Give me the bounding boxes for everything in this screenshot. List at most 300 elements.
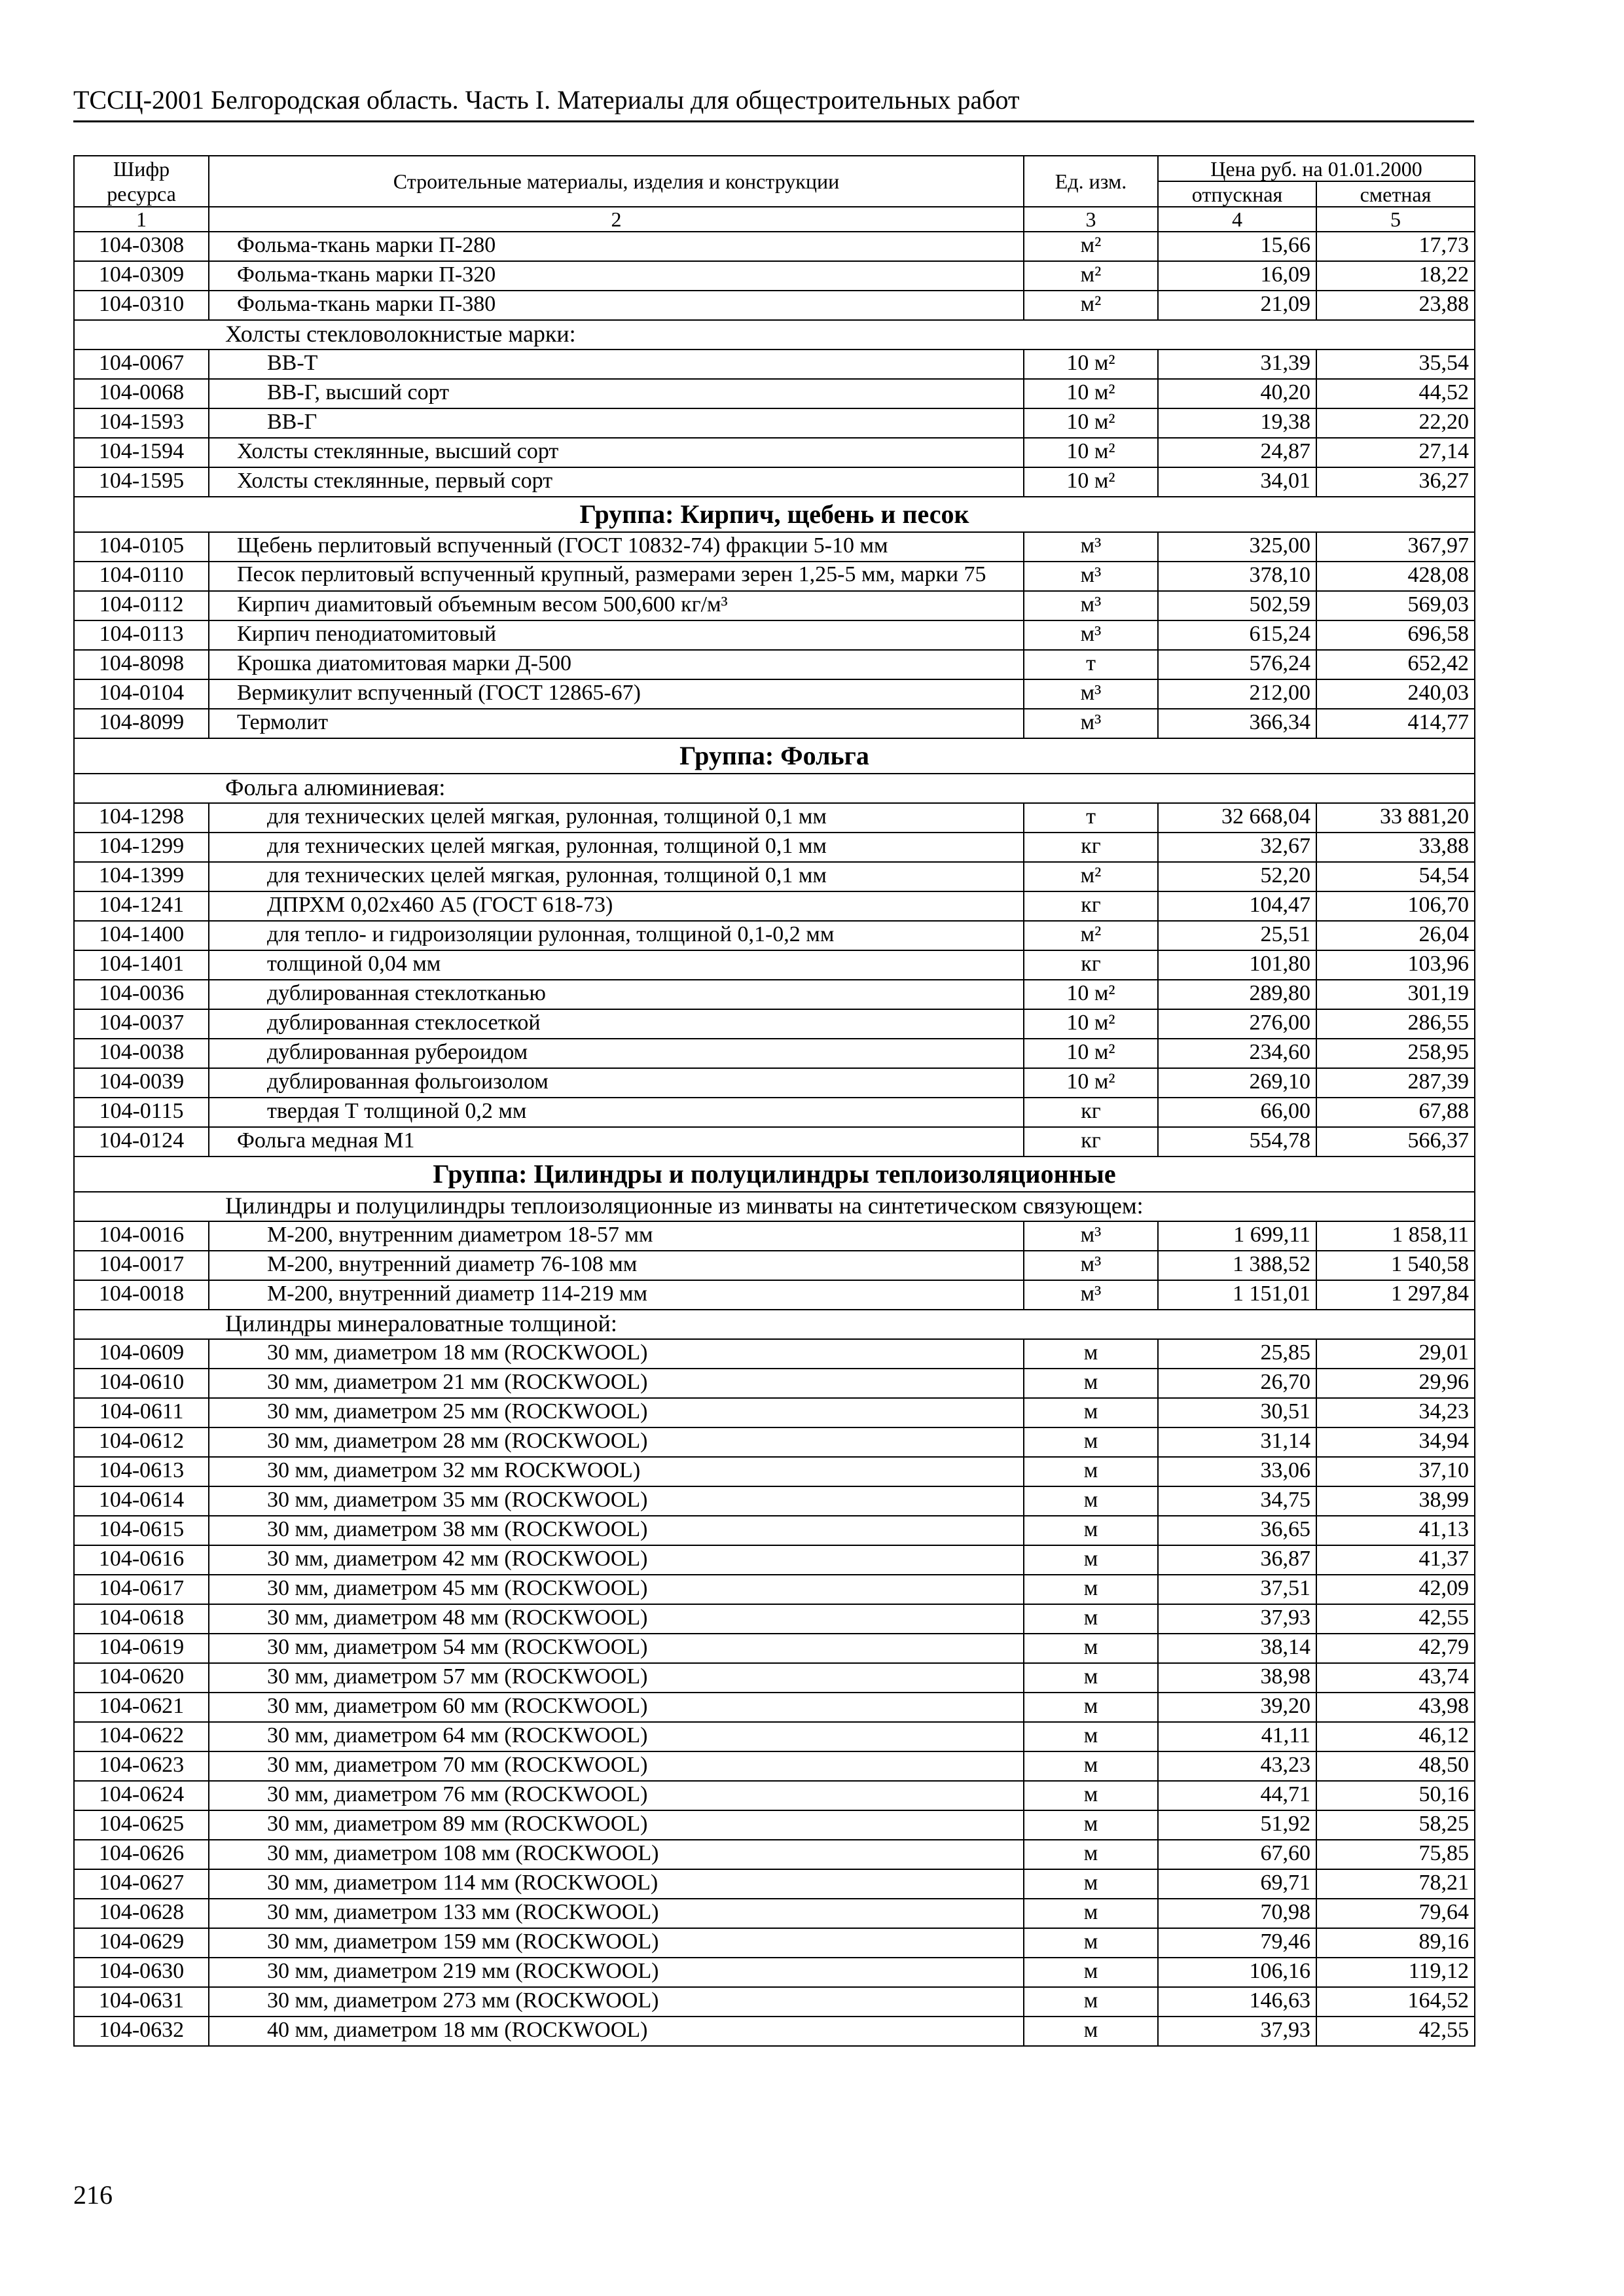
material-name: 30 мм, диаметром 45 мм (ROCKWOOL) [209, 1575, 1024, 1604]
sale-price: 52,20 [1158, 862, 1316, 891]
unit-cell: м² [1024, 921, 1158, 950]
unit-cell: 10 м² [1024, 438, 1158, 467]
resource-code: 104-0017 [74, 1251, 209, 1280]
table-row [74, 1457, 1475, 1486]
estimate-price: 566,37 [1316, 1127, 1475, 1157]
unit-cell: м² [1024, 862, 1158, 891]
material-name: дублированная стеклосеткой [209, 1009, 1024, 1039]
sale-price: 43,23 [1158, 1751, 1316, 1781]
resource-code: 104-0113 [74, 620, 209, 650]
material-name: дублированная рубероидом [209, 1039, 1024, 1068]
material-name: для технических целей мягкая, рулонная, толщиной 0,1 мм [209, 833, 1024, 862]
unit-cell: м [1024, 1427, 1158, 1457]
sale-price: 40,20 [1158, 379, 1316, 408]
resource-code: 104-0616 [74, 1545, 209, 1575]
estimate-price: 37,10 [1316, 1457, 1475, 1486]
estimate-price: 41,13 [1316, 1516, 1475, 1545]
material-name: 30 мм, диаметром 133 мм (ROCKWOOL) [209, 1899, 1024, 1928]
estimate-price: 38,99 [1316, 1486, 1475, 1516]
resource-code: 104-0609 [74, 1339, 209, 1369]
sale-price: 39,20 [1158, 1693, 1316, 1722]
material-name: 30 мм, диаметром 273 мм (ROCKWOOL) [209, 1987, 1024, 2017]
resource-code: 104-0037 [74, 1009, 209, 1039]
subgroup-title: Цилиндры и полуцилиндры теплоизоляционные из минваты на синтетическом связующем: [74, 1192, 1475, 1221]
material-name: 30 мм, диаметром 32 мм ROCKWOOL) [209, 1457, 1024, 1486]
unit-cell: м [1024, 1840, 1158, 1869]
estimate-price: 287,39 [1316, 1068, 1475, 1098]
table-row [74, 1009, 1475, 1039]
material-name: М-200, внутренним диаметром 18-57 мм [209, 1221, 1024, 1251]
material-name: Песок перлитовый вспученный крупный, размерами зерен 1,25-5 мм, марки 75 [209, 562, 1024, 591]
material-name: 30 мм, диаметром 60 мм (ROCKWOOL) [209, 1693, 1024, 1722]
table-row [74, 650, 1475, 679]
table-row [74, 1369, 1475, 1398]
table-row [74, 562, 1475, 591]
sale-price: 16,09 [1158, 261, 1316, 291]
material-name: дублированная фольгоизолом [209, 1068, 1024, 1098]
col-number: 2 [209, 207, 1024, 232]
table-row [74, 921, 1475, 950]
col-unit-header: Ед. изм. [1024, 156, 1158, 207]
unit-cell: 10 м² [1024, 379, 1158, 408]
resource-code: 104-0310 [74, 291, 209, 320]
resource-code: 104-0036 [74, 980, 209, 1009]
col-estimate-header: сметная [1316, 181, 1475, 207]
unit-cell: м [1024, 1958, 1158, 1987]
estimate-price: 79,64 [1316, 1899, 1475, 1928]
unit-cell: м [1024, 1339, 1158, 1369]
sale-price: 325,00 [1158, 532, 1316, 562]
estimate-price: 29,96 [1316, 1369, 1475, 1398]
table-row [74, 438, 1475, 467]
resource-code: 104-0621 [74, 1693, 209, 1722]
sale-price: 1 151,01 [1158, 1280, 1316, 1310]
subgroup-title: Холсты стекловолокнистые марки: [74, 320, 1475, 350]
sale-price: 19,38 [1158, 408, 1316, 438]
table-row [74, 1516, 1475, 1545]
material-name: 30 мм, диаметром 38 мм (ROCKWOOL) [209, 1516, 1024, 1545]
sale-price: 31,14 [1158, 1427, 1316, 1457]
estimate-price: 43,98 [1316, 1693, 1475, 1722]
sale-price: 66,00 [1158, 1098, 1316, 1127]
col-code-header: Шифр ресурса [74, 156, 209, 207]
sale-price: 32 668,04 [1158, 803, 1316, 833]
resource-code: 104-1299 [74, 833, 209, 862]
unit-cell: м [1024, 1987, 1158, 2017]
estimate-price: 106,70 [1316, 891, 1475, 921]
table-row [74, 803, 1475, 833]
unit-cell: 10 м² [1024, 1039, 1158, 1068]
estimate-price: 46,12 [1316, 1722, 1475, 1751]
sale-price: 502,59 [1158, 591, 1316, 620]
unit-cell: кг [1024, 833, 1158, 862]
unit-cell: м [1024, 1781, 1158, 1810]
estimate-price: 1 540,58 [1316, 1251, 1475, 1280]
table-row [74, 1958, 1475, 1987]
table-row [74, 232, 1475, 261]
resource-code: 104-0112 [74, 591, 209, 620]
unit-cell: м [1024, 1398, 1158, 1427]
unit-cell: кг [1024, 891, 1158, 921]
table-row [74, 591, 1475, 620]
material-name: Фольма-ткань марки П-280 [209, 232, 1024, 261]
sale-price: 146,63 [1158, 1987, 1316, 2017]
table-row [74, 833, 1475, 862]
estimate-price: 428,08 [1316, 562, 1475, 591]
sale-price: 69,71 [1158, 1869, 1316, 1899]
resource-code: 104-0620 [74, 1663, 209, 1693]
unit-cell: 10 м² [1024, 980, 1158, 1009]
sale-price: 31,39 [1158, 350, 1316, 379]
unit-cell: м [1024, 1810, 1158, 1840]
material-name: 30 мм, диаметром 48 мм (ROCKWOOL) [209, 1604, 1024, 1634]
unit-cell: кг [1024, 950, 1158, 980]
estimate-price: 1 858,11 [1316, 1221, 1475, 1251]
resource-code: 104-0624 [74, 1781, 209, 1810]
subgroup-title: Цилиндры минераловатные толщиной: [74, 1310, 1475, 1339]
material-name: 30 мм, диаметром 70 мм (ROCKWOOL) [209, 1751, 1024, 1781]
resource-code: 104-0617 [74, 1575, 209, 1604]
unit-cell: м [1024, 1663, 1158, 1693]
col-number: 3 [1024, 207, 1158, 232]
estimate-price: 33 881,20 [1316, 803, 1475, 833]
col-number: 4 [1158, 207, 1316, 232]
resource-code: 104-0629 [74, 1928, 209, 1958]
resource-code: 104-0630 [74, 1958, 209, 1987]
sale-price: 289,80 [1158, 980, 1316, 1009]
unit-cell: м [1024, 1604, 1158, 1634]
group-row [74, 497, 1475, 532]
sale-price: 1 388,52 [1158, 1251, 1316, 1280]
estimate-price: 103,96 [1316, 950, 1475, 980]
resource-code: 104-1593 [74, 408, 209, 438]
unit-cell: м [1024, 1486, 1158, 1516]
estimate-price: 33,88 [1316, 833, 1475, 862]
material-name: Фольма-ткань марки П-320 [209, 261, 1024, 291]
sale-price: 554,78 [1158, 1127, 1316, 1157]
table-row [74, 1068, 1475, 1098]
estimate-price: 54,54 [1316, 862, 1475, 891]
sale-price: 38,14 [1158, 1634, 1316, 1663]
col-price-header: Цена руб. на 01.01.2000 [1158, 156, 1475, 181]
subgroup-row [74, 1192, 1475, 1221]
resource-code: 104-1241 [74, 891, 209, 921]
table-row [74, 891, 1475, 921]
material-name: 30 мм, диаметром 25 мм (ROCKWOOL) [209, 1398, 1024, 1427]
sale-price: 1 699,11 [1158, 1221, 1316, 1251]
unit-cell: м² [1024, 291, 1158, 320]
table-row [74, 1251, 1475, 1280]
group-title: Группа: Кирпич, щебень и песок [74, 497, 1475, 532]
table-row [74, 532, 1475, 562]
material-name: Фольма-ткань марки П-380 [209, 291, 1024, 320]
sale-price: 41,11 [1158, 1722, 1316, 1751]
estimate-price: 367,97 [1316, 532, 1475, 562]
sale-price: 36,87 [1158, 1545, 1316, 1575]
subgroup-title: Фольга алюминиевая: [74, 774, 1475, 803]
material-name: 30 мм, диаметром 64 мм (ROCKWOOL) [209, 1722, 1024, 1751]
estimate-price: 75,85 [1316, 1840, 1475, 1869]
material-name: толщиной 0,04 мм [209, 950, 1024, 980]
material-name: для технических целей мягкая, рулонная, толщиной 0,1 мм [209, 862, 1024, 891]
unit-cell: м [1024, 1634, 1158, 1663]
material-name: 30 мм, диаметром 28 мм (ROCKWOOL) [209, 1427, 1024, 1457]
estimate-price: 286,55 [1316, 1009, 1475, 1039]
estimate-price: 164,52 [1316, 1987, 1475, 2017]
unit-cell: м³ [1024, 620, 1158, 650]
table-row [74, 1339, 1475, 1369]
unit-cell: 10 м² [1024, 1068, 1158, 1098]
unit-cell: 10 м² [1024, 1009, 1158, 1039]
sale-price: 32,67 [1158, 833, 1316, 862]
material-name: 30 мм, диаметром 159 мм (ROCKWOOL) [209, 1928, 1024, 1958]
resource-code: 104-0615 [74, 1516, 209, 1545]
estimate-price: 652,42 [1316, 650, 1475, 679]
estimate-price: 42,09 [1316, 1575, 1475, 1604]
resource-code: 104-0115 [74, 1098, 209, 1127]
resource-code: 104-0110 [74, 562, 209, 591]
table-row [74, 679, 1475, 709]
resource-code: 104-0623 [74, 1751, 209, 1781]
material-name: Крошка диатомитовая марки Д-500 [209, 650, 1024, 679]
unit-cell: м [1024, 1545, 1158, 1575]
material-name: 30 мм, диаметром 89 мм (ROCKWOOL) [209, 1810, 1024, 1840]
material-name: твердая Т толщиной 0,2 мм [209, 1098, 1024, 1127]
estimate-price: 258,95 [1316, 1039, 1475, 1068]
resource-code: 104-1298 [74, 803, 209, 833]
resource-code: 104-0038 [74, 1039, 209, 1068]
estimate-price: 34,94 [1316, 1427, 1475, 1457]
table-row [74, 1634, 1475, 1663]
estimate-price: 34,23 [1316, 1398, 1475, 1427]
estimate-price: 44,52 [1316, 379, 1475, 408]
estimate-price: 48,50 [1316, 1751, 1475, 1781]
estimate-price: 78,21 [1316, 1869, 1475, 1899]
table-row [74, 1575, 1475, 1604]
resource-code: 104-0613 [74, 1457, 209, 1486]
unit-cell: м [1024, 1369, 1158, 1398]
sale-price: 70,98 [1158, 1899, 1316, 1928]
resource-code: 104-8099 [74, 709, 209, 738]
estimate-price: 240,03 [1316, 679, 1475, 709]
resource-code: 104-0308 [74, 232, 209, 261]
table-row [74, 1751, 1475, 1781]
resource-code: 104-0016 [74, 1221, 209, 1251]
unit-cell: м³ [1024, 591, 1158, 620]
group-title: Группа: Цилиндры и полуцилиндры теплоизоляционные [74, 1157, 1475, 1192]
sale-price: 366,34 [1158, 709, 1316, 738]
resource-code: 104-0631 [74, 1987, 209, 2017]
subgroup-row [74, 320, 1475, 350]
unit-cell: м [1024, 1869, 1158, 1899]
group-title: Группа: Фольга [74, 738, 1475, 774]
table-row [74, 1869, 1475, 1899]
page-number: 216 [73, 2180, 113, 2210]
unit-cell: 10 м² [1024, 467, 1158, 497]
sale-price: 101,80 [1158, 950, 1316, 980]
table-row [74, 862, 1475, 891]
estimate-price: 26,04 [1316, 921, 1475, 950]
sale-price: 106,16 [1158, 1958, 1316, 1987]
resource-code: 104-8098 [74, 650, 209, 679]
unit-cell: м [1024, 1899, 1158, 1928]
unit-cell: м³ [1024, 562, 1158, 591]
resource-code: 104-1400 [74, 921, 209, 950]
material-name: Щебень перлитовый вспученный (ГОСТ 10832-74) фракции 5-10 мм [209, 532, 1024, 562]
resource-code: 104-0039 [74, 1068, 209, 1098]
table-row [74, 1398, 1475, 1427]
estimate-price: 119,12 [1316, 1958, 1475, 1987]
estimate-price: 23,88 [1316, 291, 1475, 320]
sale-price: 104,47 [1158, 891, 1316, 921]
unit-cell: м [1024, 1722, 1158, 1751]
sale-price: 378,10 [1158, 562, 1316, 591]
sale-price: 34,01 [1158, 467, 1316, 497]
table-row [74, 408, 1475, 438]
material-name: Кирпич диамитовый объемным весом 500,600 кг/м³ [209, 591, 1024, 620]
sale-price: 25,51 [1158, 921, 1316, 950]
unit-cell: м [1024, 1457, 1158, 1486]
table-row [74, 350, 1475, 379]
material-name: Холсты стеклянные, первый сорт [209, 467, 1024, 497]
col-sale-header: отпускная [1158, 181, 1316, 207]
unit-cell: м² [1024, 232, 1158, 261]
estimate-price: 58,25 [1316, 1810, 1475, 1840]
table-row [74, 1127, 1475, 1157]
resource-code: 104-0628 [74, 1899, 209, 1928]
col-name-header: Строительные материалы, изделия и конструкции [209, 156, 1024, 207]
material-name: Холсты стеклянные, высший сорт [209, 438, 1024, 467]
sale-price: 234,60 [1158, 1039, 1316, 1068]
resource-code: 104-0618 [74, 1604, 209, 1634]
material-name: 30 мм, диаметром 42 мм (ROCKWOOL) [209, 1545, 1024, 1575]
material-name: 30 мм, диаметром 57 мм (ROCKWOOL) [209, 1663, 1024, 1693]
table-row [74, 291, 1475, 320]
estimate-price: 42,55 [1316, 1604, 1475, 1634]
sale-price: 25,85 [1158, 1339, 1316, 1369]
estimate-price: 29,01 [1316, 1339, 1475, 1369]
table-row [74, 1280, 1475, 1310]
table-row [74, 1427, 1475, 1457]
material-name: М-200, внутренний диаметр 76-108 мм [209, 1251, 1024, 1280]
estimate-price: 17,73 [1316, 232, 1475, 261]
estimate-price: 36,27 [1316, 467, 1475, 497]
material-name: ВВ-Т [209, 350, 1024, 379]
resource-code: 104-0610 [74, 1369, 209, 1398]
table-row [74, 709, 1475, 738]
unit-cell: м³ [1024, 709, 1158, 738]
table-row [74, 1899, 1475, 1928]
material-name: дублированная стеклотканью [209, 980, 1024, 1009]
table-row [74, 261, 1475, 291]
table-row [74, 1810, 1475, 1840]
price-table [73, 155, 1475, 2047]
sale-price: 21,09 [1158, 291, 1316, 320]
material-name: 30 мм, диаметром 114 мм (ROCKWOOL) [209, 1869, 1024, 1899]
material-name: 40 мм, диаметром 18 мм (ROCKWOOL) [209, 2017, 1024, 2046]
material-name: ДПРХМ 0,02x460 А5 (ГОСТ 618-73) [209, 891, 1024, 921]
unit-cell: 10 м² [1024, 350, 1158, 379]
estimate-price: 35,54 [1316, 350, 1475, 379]
estimate-price: 27,14 [1316, 438, 1475, 467]
unit-cell: м³ [1024, 1280, 1158, 1310]
resource-code: 104-0068 [74, 379, 209, 408]
page-header: ТССЦ-2001 Белгородская область. Часть I. Материалы для общестроительных работ [73, 82, 1474, 122]
resource-code: 104-1595 [74, 467, 209, 497]
sale-price: 44,71 [1158, 1781, 1316, 1810]
resource-code: 104-0622 [74, 1722, 209, 1751]
unit-cell: кг [1024, 1098, 1158, 1127]
table-row [74, 1098, 1475, 1127]
table-row [74, 1693, 1475, 1722]
table-row [74, 620, 1475, 650]
sale-price: 67,60 [1158, 1840, 1316, 1869]
group-row [74, 1157, 1475, 1192]
resource-code: 104-1594 [74, 438, 209, 467]
table-row [74, 1928, 1475, 1958]
resource-code: 104-0626 [74, 1840, 209, 1869]
unit-cell: м [1024, 1751, 1158, 1781]
sale-price: 51,92 [1158, 1810, 1316, 1840]
estimate-price: 50,16 [1316, 1781, 1475, 1810]
material-name: Кирпич пенодиатомитовый [209, 620, 1024, 650]
table-body [74, 232, 1475, 2046]
resource-code: 104-0309 [74, 261, 209, 291]
estimate-price: 67,88 [1316, 1098, 1475, 1127]
sale-price: 33,06 [1158, 1457, 1316, 1486]
group-row [74, 738, 1475, 774]
sale-price: 30,51 [1158, 1398, 1316, 1427]
sale-price: 34,75 [1158, 1486, 1316, 1516]
estimate-price: 569,03 [1316, 591, 1475, 620]
estimate-price: 42,55 [1316, 2017, 1475, 2046]
unit-cell: т [1024, 803, 1158, 833]
table-row [74, 1722, 1475, 1751]
sale-price: 212,00 [1158, 679, 1316, 709]
resource-code: 104-0018 [74, 1280, 209, 1310]
sale-price: 37,93 [1158, 1604, 1316, 1634]
estimate-price: 22,20 [1316, 408, 1475, 438]
table-row [74, 950, 1475, 980]
sale-price: 15,66 [1158, 232, 1316, 261]
unit-cell: м [1024, 1516, 1158, 1545]
resource-code: 104-0124 [74, 1127, 209, 1157]
resource-code: 104-0611 [74, 1398, 209, 1427]
material-name: ВВ-Г [209, 408, 1024, 438]
estimate-price: 696,58 [1316, 620, 1475, 650]
material-name: 30 мм, диаметром 219 мм (ROCKWOOL) [209, 1958, 1024, 1987]
sale-price: 276,00 [1158, 1009, 1316, 1039]
estimate-price: 41,37 [1316, 1545, 1475, 1575]
unit-cell: м [1024, 2017, 1158, 2046]
unit-cell: м² [1024, 261, 1158, 291]
material-name: 30 мм, диаметром 76 мм (ROCKWOOL) [209, 1781, 1024, 1810]
resource-code: 104-0067 [74, 350, 209, 379]
table-row [74, 1221, 1475, 1251]
unit-cell: м [1024, 1928, 1158, 1958]
material-name: 30 мм, диаметром 35 мм (ROCKWOOL) [209, 1486, 1024, 1516]
subgroup-row [74, 774, 1475, 803]
material-name: Фольга медная М1 [209, 1127, 1024, 1157]
estimate-price: 89,16 [1316, 1928, 1475, 1958]
resource-code: 104-1399 [74, 862, 209, 891]
estimate-price: 18,22 [1316, 261, 1475, 291]
resource-code: 104-0612 [74, 1427, 209, 1457]
material-name: 30 мм, диаметром 108 мм (ROCKWOOL) [209, 1840, 1024, 1869]
subgroup-row [74, 1310, 1475, 1339]
material-name: Термолит [209, 709, 1024, 738]
estimate-price: 43,74 [1316, 1663, 1475, 1693]
